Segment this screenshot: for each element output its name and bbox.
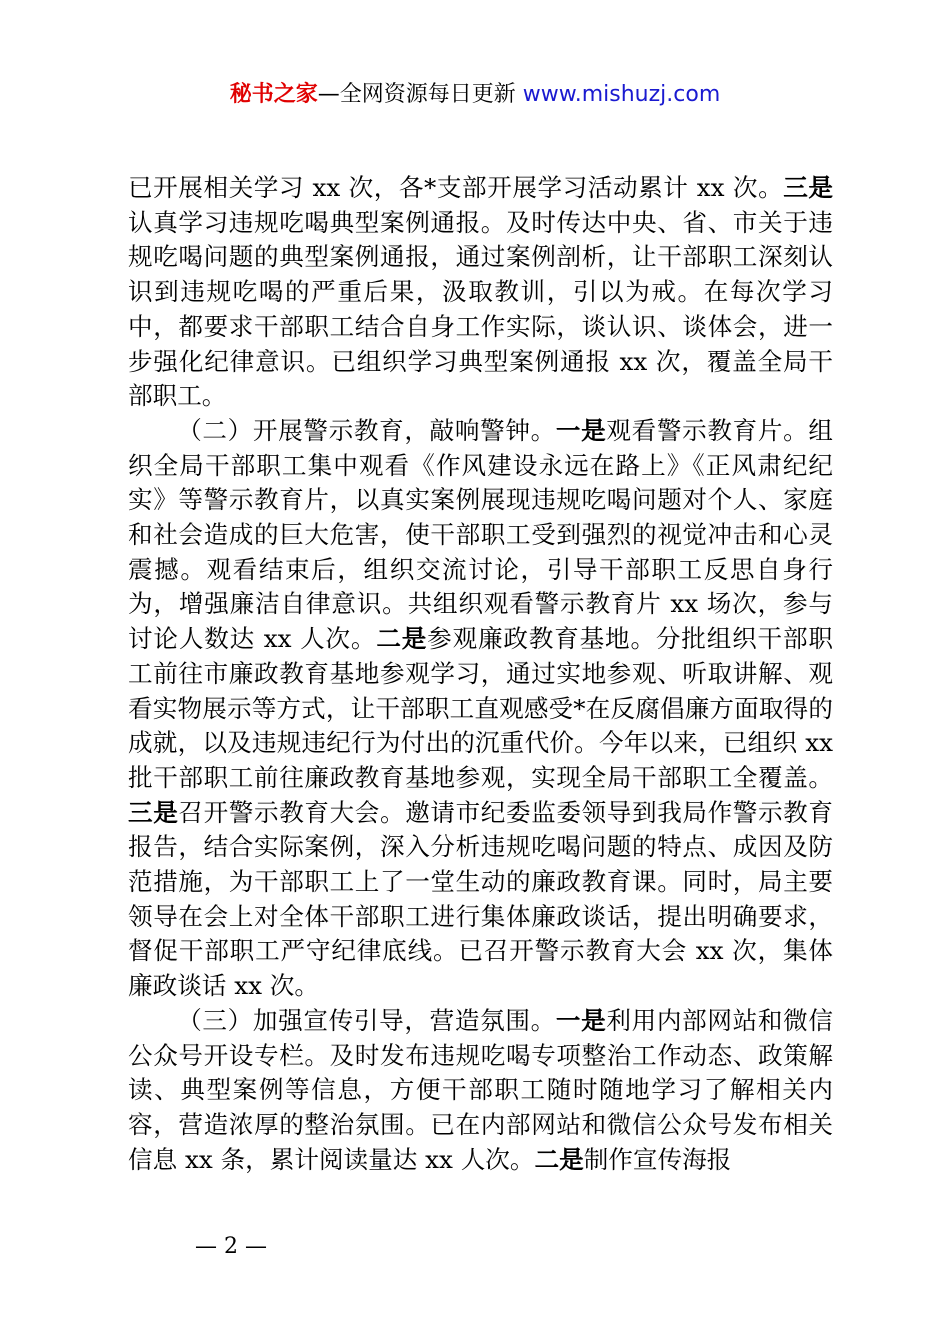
site-url[interactable]: www.mishuzj.com	[522, 82, 721, 107]
paragraph-text: 观看警示教育片。组织全局干部职工集中观看《作风建设永远在路上》《正风肃纪纪实》等警示教育片，以真实案例展现违规吃喝问题对个人、家庭和社会造成的巨大危害，使干部职工受到强烈的视觉冲击和心灵震撼。观看结束后，组织交流讨论，引导干部职工反思自身行为，增强廉洁自律意识。共组织观看警示教育片 xx 场次，参与讨论人数达 xx 人次。	[128, 415, 833, 654]
bold-ordinal: 二是	[534, 1144, 584, 1174]
paragraph-text: 已开展相关学习 xx 次，各*支部开展学习活动累计 xx 次。	[128, 173, 784, 202]
paragraph	[128, 414, 833, 1004]
paragraph-text: 参观廉政教育基地。分批组织干部职工前往市廉政教育基地参观学习，通过实地参观、听取讲解、观看实物展示等方式，让干部职工直观感受*在反腐倡廉方面取得的成就，以及违规违纪行为付出的沉重代价。今年以来，已组织 xx 批干部职工前往廉政教育基地参观，实现全局干部职工全覆盖。	[128, 624, 833, 792]
bold-ordinal: 一是	[555, 415, 607, 445]
site-brand: 秘书之家	[229, 82, 318, 107]
bold-ordinal: 三是	[783, 173, 833, 202]
bold-ordinal: 一是	[555, 1005, 607, 1035]
paragraph-text: 利用内部网站和微信公众号开设专栏。及时发布违规吃喝专项整治工作动态、政策解读、典型案例等信息，方便干部职工随时随地学习了解相关内容，营造浓厚的整治氛围。已在内部网站和微信公众号发布相关信息 xx 条，累计阅读量达 xx 人次。	[128, 1005, 833, 1174]
bold-ordinal: 二是	[376, 624, 428, 654]
bold-ordinal: 三是	[128, 797, 179, 827]
paragraph-text: 召开警示教育大会。邀请市纪委监委领导到我局作警示教育报告，结合实际案例，深入分析违规吃喝问题的特点、成因及防范措施，为干部职工上了一堂生动的廉政教育课。同时，局主要领导在会上对全体干部职工进行集体廉政谈话，提出明确要求，督促干部职工严守纪律底线。已召开警示教育大会 xx 次，集体廉政谈话 xx 次。	[128, 797, 833, 1001]
page-number: — 2 —	[195, 1234, 267, 1259]
document-body	[128, 171, 833, 1177]
paragraph	[128, 171, 833, 414]
site-header	[0, 80, 950, 110]
paragraph-text: （三）加强宣传引导，营造氛围。	[177, 1005, 556, 1035]
paragraph	[128, 1004, 833, 1178]
site-tagline: —全网资源每日更新	[317, 82, 523, 107]
paragraph-text: 制作宣传海报	[583, 1144, 732, 1174]
paragraph-text: 认真学习违规吃喝典型案例通报。及时传达中央、省、市关于违规吃喝问题的典型案例通报，通过案例剖析，让干部职工深刻认识到违规吃喝的严重后果，汲取教训，引以为戒。在每次学习中，都要求干部职工结合自身工作实际，谈认识、谈体会，进一步强化纪律意识。已组织学习典型案例通报 xx 次，覆盖全局干部职工。	[128, 207, 833, 411]
paragraph-text: （二）开展警示教育，敲响警钟。	[177, 415, 556, 445]
